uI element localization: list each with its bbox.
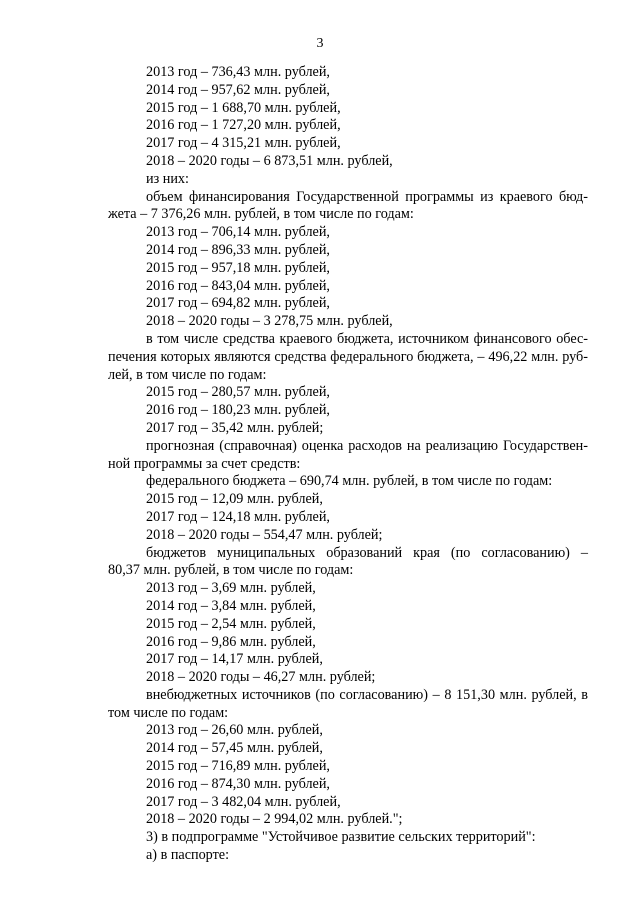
text-line: 2014 год – 957,62 млн. рублей, bbox=[146, 81, 330, 98]
text-line: 2017 год – 4 315,21 млн. рублей, bbox=[146, 135, 341, 152]
text-line: ной программы за счет средств: bbox=[108, 455, 301, 472]
text-line: 2017 год – 14,17 млн. рублей, bbox=[146, 651, 323, 668]
text-line: 2015 год – 12,09 млн. рублей, bbox=[146, 491, 323, 508]
text-line: 3) в подпрограмме "Устойчивое развитие сельских территорий": bbox=[146, 829, 536, 846]
text-line: внебюджетных источников (по согласованию) – 8 151,30 млн. рублей, в bbox=[146, 686, 588, 703]
text-line: 2015 год – 716,89 млн. рублей, bbox=[146, 758, 330, 775]
text-line: печения которых являются средства федерального бюджета, – 496,22 млн. руб- bbox=[108, 348, 588, 365]
text-line: 2013 год – 26,60 млн. рублей, bbox=[146, 722, 323, 739]
text-line: жета – 7 376,26 млн. рублей, в том числе по годам: bbox=[108, 206, 414, 223]
text-line: 2015 год – 280,57 млн. рублей, bbox=[146, 384, 330, 401]
text-line: 2016 год – 180,23 млн. рублей, bbox=[146, 402, 330, 419]
text-line: 2015 год – 957,18 млн. рублей, bbox=[146, 259, 330, 276]
text-line: 2017 год – 694,82 млн. рублей, bbox=[146, 295, 330, 312]
text-line: из них: bbox=[146, 170, 189, 187]
page-number: 3 bbox=[316, 36, 324, 51]
document-body bbox=[108, 64, 588, 865]
text-line: 2017 год – 124,18 млн. рублей, bbox=[146, 508, 330, 525]
text-line: 2014 год – 896,33 млн. рублей, bbox=[146, 241, 330, 258]
text-line: 2015 год – 2,54 млн. рублей, bbox=[146, 615, 316, 632]
text-line: 2017 год – 3 482,04 млн. рублей, bbox=[146, 793, 341, 810]
text-line: 2013 год – 736,43 млн. рублей, bbox=[146, 64, 330, 80]
text-line: том числе по годам: bbox=[108, 704, 229, 721]
text-line: 2014 год – 3,84 млн. рублей, bbox=[146, 597, 316, 614]
text-line: в том числе средства краевого бюджета, источником финансового обес- bbox=[146, 330, 588, 347]
text-line: 2016 год – 843,04 млн. рублей, bbox=[146, 277, 330, 294]
text-line: бюджетов муниципальных образований края (по согласованию) – bbox=[146, 544, 588, 561]
text-line: лей, в том числе по годам: bbox=[108, 366, 267, 383]
text-line: 2018 – 2020 годы – 3 278,75 млн. рублей, bbox=[146, 313, 393, 330]
text-line: 2018 – 2020 годы – 46,27 млн. рублей; bbox=[146, 669, 376, 686]
text-line: прогнозная (справочная) оценка расходов на реализацию Государствен- bbox=[146, 437, 588, 454]
text-line: объем финансирования Государственной программы из краевого бюд- bbox=[146, 188, 588, 205]
text-line: 2018 – 2020 годы – 6 873,51 млн. рублей, bbox=[146, 152, 393, 169]
text-line: 2016 год – 874,30 млн. рублей, bbox=[146, 775, 330, 792]
text-line: 2013 год – 706,14 млн. рублей, bbox=[146, 224, 330, 241]
text-line: 2015 год – 1 688,70 млн. рублей, bbox=[146, 99, 341, 116]
text-line: 80,37 млн. рублей, в том числе по годам: bbox=[108, 562, 354, 579]
text-line: 2016 год – 1 727,20 млн. рублей, bbox=[146, 117, 341, 134]
text-line: 2017 год – 35,42 млн. рублей; bbox=[146, 419, 324, 436]
text-line: федерального бюджета – 690,74 млн. рублей, в том числе по годам: bbox=[146, 473, 553, 490]
text-line: 2013 год – 3,69 млн. рублей, bbox=[146, 580, 316, 597]
text-line: 2018 – 2020 годы – 2 994,02 млн. рублей."; bbox=[146, 811, 403, 828]
text-line: 2016 год – 9,86 млн. рублей, bbox=[146, 633, 316, 650]
text-line: а) в паспорте: bbox=[146, 847, 230, 864]
text-line: 2014 год – 57,45 млн. рублей, bbox=[146, 740, 323, 757]
text-line: 2018 – 2020 годы – 554,47 млн. рублей; bbox=[146, 526, 383, 543]
